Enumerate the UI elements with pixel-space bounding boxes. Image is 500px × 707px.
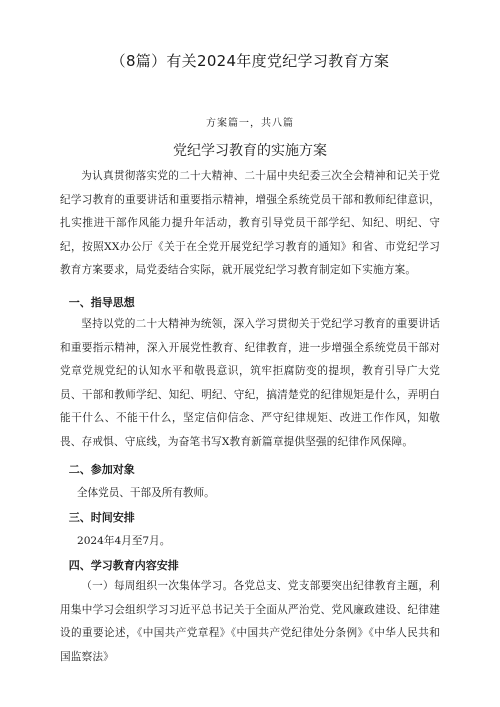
section-body-schedule: 2024年4月至7月。 [76,535,171,547]
section-heading-participants: 二、参加对象 [68,463,135,476]
plan-index-label: 方案篇一，共八篇 [206,118,294,129]
section-body-participants: 全体党员、干部及所有教师。 [76,487,215,499]
section-heading-schedule: 三、时间安排 [68,511,135,524]
section-body-content: （一）每周组织一次集体学习。各党总支、党支部要突出纪律教育主题，利用集中学习会组织学习习近平总书记关于全面从严治党、党风廉政建设、纪律建设的重要论述，《中国共产党章程》《中国共产党纪律处分条例》《中华人民共和国监察法》 [60,580,440,663]
section-body-guiding-ideology: 坚持以党的二十大精神为统领，深入学习贯彻关于党纪学习教育的重要讲话和重要指示精神，深入开展党性教育、纪律教育，进一步增强全系统党员干部对党章党规党纪的认知水平和敬畏意识，筑牢拒腐防变的提坝，教育引导广大党员、干部和教师学纪、知纪、明纪、守纪，搞清楚党的纪律规矩是什么，弄明白能干什么、不能干什么，坚定信仰信念、严守纪律规矩、改进工作作风，知敬畏、存戒惧、守底线，为奋笔书写X教育新篇章提供坚强的纪律作风保障。 [60,318,440,448]
section-heading-content: 四、学习教育内容安排 [68,559,179,572]
plan-title: 党纪学习教育的实施方案 [173,143,327,159]
section-heading-guiding-ideology: 一、指导思想 [68,296,135,309]
intro-paragraph: 为认真贯彻落实党的二十大精神、二十届中央纪委三次全会精神和记关于党纪学习教育的重要讲话和重要指示精神，增强全系统党员干部和教师纪律意识，扎实推进干部作风能力提升年活动，教育引导党员干部学纪、知纪、明纪、守纪，按照XX办公厅《关于在全党开展党纪学习教育的通知》和省、市党纪学习教育方案要求，局党委结合实际，就开展党纪学习教育制定如下实施方案。 [60,170,440,276]
document-title: （8篇）有关2024年度党纪学习教育方案 [110,52,390,70]
